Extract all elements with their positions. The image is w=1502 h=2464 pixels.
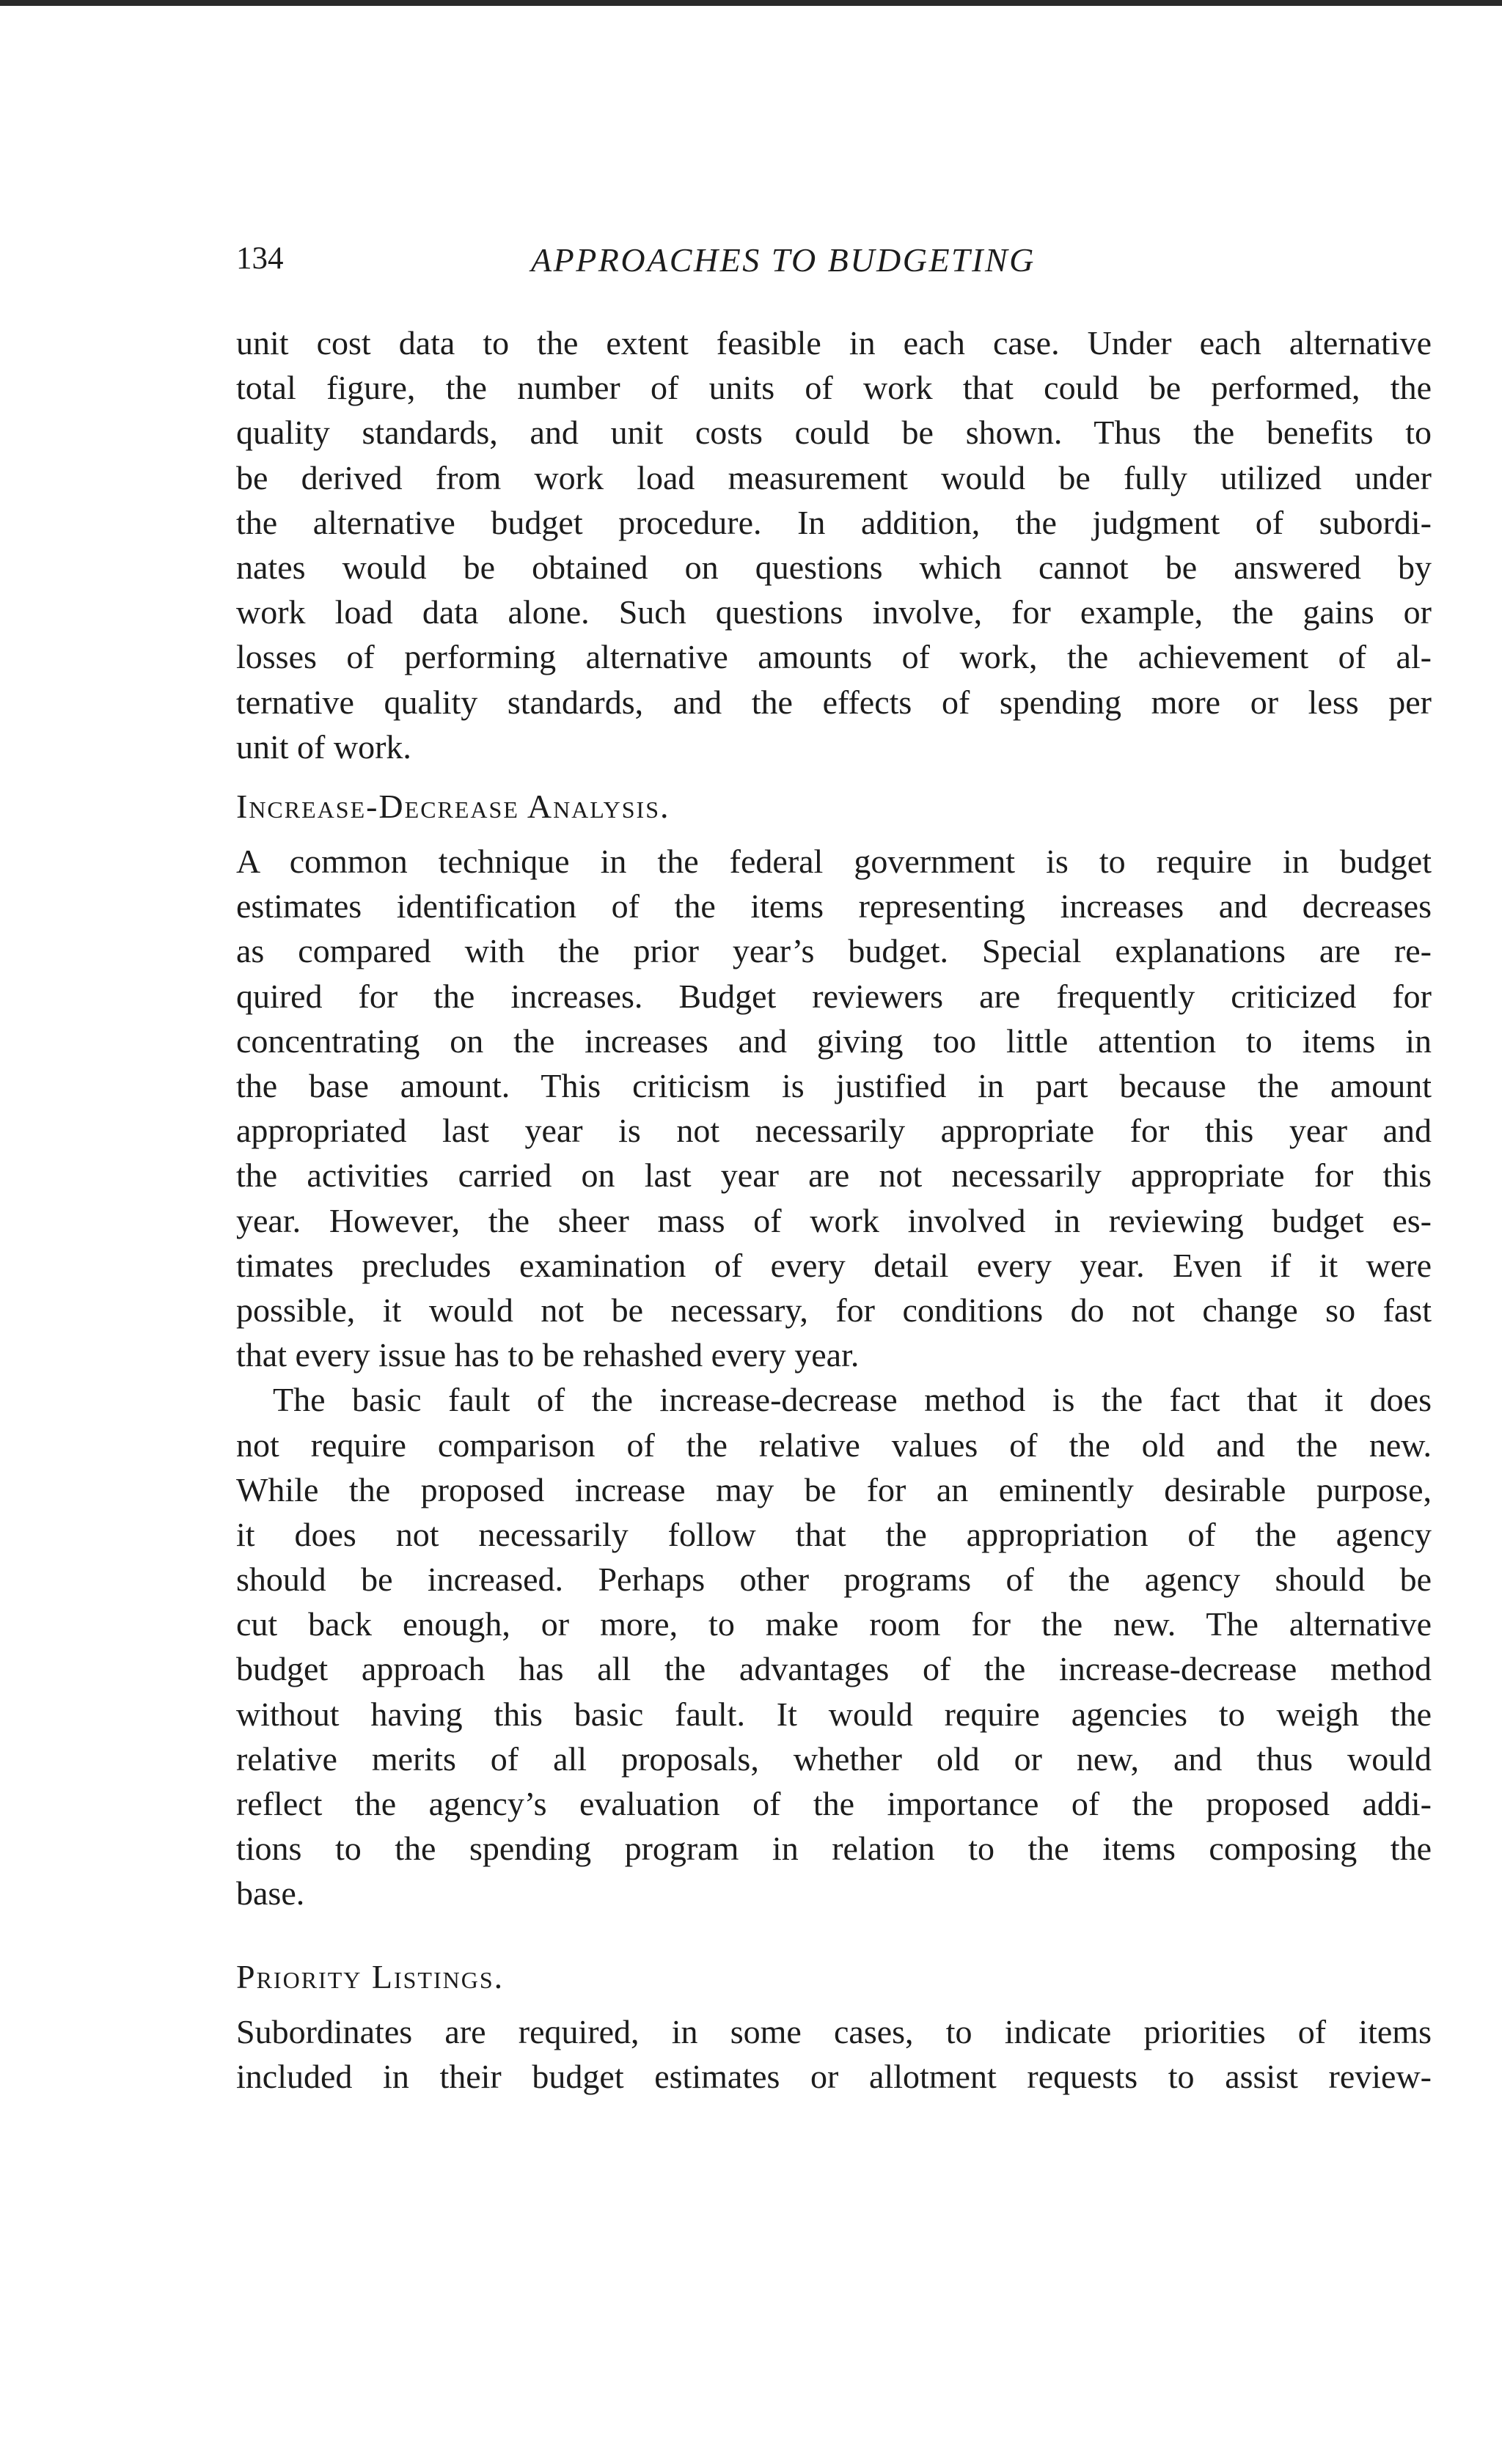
paragraph (236, 1377, 1432, 1915)
text-line: possible, it would not be necessary, for conditions do not change so fast (236, 1291, 1432, 1329)
text-line: year. However, the sheer mass of work involved in reviewing budget es- (236, 1201, 1432, 1239)
body-text (236, 320, 1432, 2099)
text-line: the activities carried on last year are not necessarily appropriate for this (236, 1156, 1432, 1195)
text-line: The basic fault of the increase-decrease method is the fact that it does (273, 1381, 1432, 1419)
text-line: be derived from work load measurement would be fully utilized under (236, 458, 1432, 496)
text-line: relative merits of all proposals, whether old or new, and thus would (236, 1739, 1432, 1778)
paragraph (236, 2009, 1432, 2099)
text-line: quired for the increases. Budget reviewers are frequently criticized for (236, 977, 1432, 1015)
page-header (236, 238, 1432, 282)
text-line: should be increased. Perhaps other programs of the agency should be (236, 1561, 1432, 1599)
text-line: reflect the agency’s evaluation of the importance of the proposed addi- (236, 1785, 1432, 1822)
text-line: unit cost data to the extent feasible in each case. Under each alternative (236, 324, 1432, 362)
text-line: losses of performing alternative amounts of work, the achievement of al- (236, 638, 1432, 676)
section-heading: Increase-Decrease Analysis. (236, 787, 670, 825)
text-line: timates precludes examination of every detail every year. Even if it were (236, 1246, 1432, 1284)
text-line: the base amount. This criticism is justified in part because the amount (236, 1067, 1432, 1104)
text-line: cut back enough, or more, to make room for the new. The alternative (236, 1605, 1432, 1643)
page-top-edge (0, 0, 1502, 6)
text-line: as compared with the prior year’s budget. Special explanations are re- (236, 932, 1432, 970)
text-line: not require comparison of the relative values of the old and the new. (236, 1426, 1432, 1464)
text-line: ternative quality standards, and the effects of spending more or less per (236, 683, 1432, 721)
text-line: budget approach has all the advantages of the increase-decrease method (236, 1650, 1432, 1688)
text-line: work load data alone. Such questions involve, for example, the gains or (236, 593, 1432, 631)
text-line: base. (236, 1874, 305, 1913)
text-line: concentrating on the increases and giving too little attention to items in (236, 1022, 1432, 1060)
page-number: 134 (236, 241, 284, 276)
text-line: total figure, the number of units of work that could be performed, the (236, 369, 1432, 407)
paragraph (236, 839, 1432, 1377)
text-line: nates would be obtained on questions which cannot be answered by (236, 548, 1432, 586)
text-line: appropriated last year is not necessarily appropriate for this year and (236, 1112, 1432, 1150)
text-line: Subordinates are required, in some cases, to indicate priorities of items (236, 2012, 1432, 2050)
text-line: tions to the spending program in relation to the items composing the (236, 1830, 1432, 1868)
text-line: A common technique in the federal government is to require in budget (236, 843, 1432, 881)
running-title: APPROACHES TO BUDGETING (531, 241, 1036, 279)
text-line: the alternative budget procedure. In addition, the judgment of subordi- (236, 503, 1432, 541)
text-line: While the proposed increase may be for an eminently desirable purpose, (236, 1470, 1432, 1508)
section-heading: Priority Listings. (236, 1957, 505, 1995)
text-line: it does not necessarily follow that the appropriation of the agency (236, 1515, 1432, 1553)
text-line: without having this basic fault. It would require agencies to weigh the (236, 1695, 1432, 1733)
text-line: included in their budget estimates or allotment requests to assist review- (236, 2057, 1432, 2095)
text-line: quality standards, and unit costs could be shown. Thus the benefits to (236, 414, 1432, 452)
paragraph (236, 320, 1432, 769)
text-line: that every issue has to be rehashed every year. (236, 1336, 860, 1374)
text-line: unit of work. (236, 727, 411, 766)
text-line: estimates identification of the items representing increases and decreases (236, 887, 1432, 925)
